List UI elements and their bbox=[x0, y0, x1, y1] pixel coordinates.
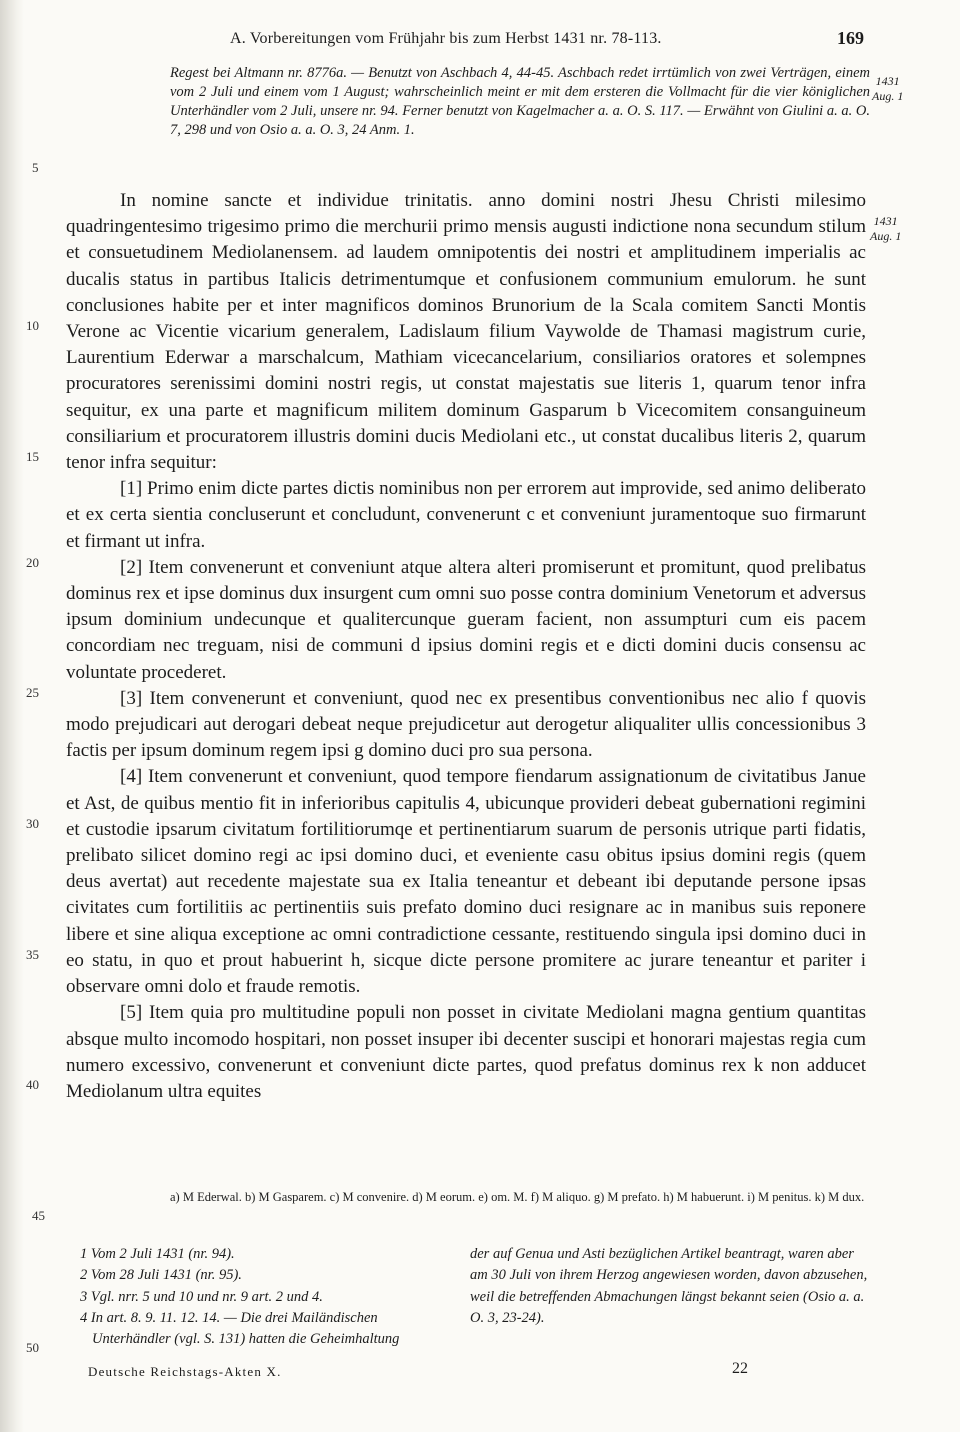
footnote: 4 In art. 8. 9. 11. 12. 14. — Die drei Mailändischen Unterhändler (vgl. S. 131) hatten die Geheimhaltung bbox=[80, 1309, 400, 1348]
regest-note: Regest bei Altmann nr. 8776a. — Benutzt von Aschbach 4, 44-45. Aschbach redet irrtümlich von zwei Verträgen, einem vom 2 Juli und einem vom 1 August; wahrscheinlich meint er mit dem ersteren die Vollmacht für die vier königlichen Unterhändler vom 2 Juli, unsere nr. 94. Ferner benutzt von Kagelmacher a. a. O. S. 117. — Erwähnt von Giulini a. a. O. 7, 298 und von Osio a. a. O. 3, 24 Anm. 1. bbox=[170, 65, 870, 138]
footnote: 2 Vom 28 Juli 1431 (nr. 95). bbox=[80, 1267, 242, 1284]
footnotes-right: der auf Genua und Asti bezüglichen Artikel beantragt, waren aber am 30 Juli von ihrem Herzog angewiesen worden, davon abzusehen, weil die betreffenden Abmachungen längst bekannt seien (Osio a. a. O. 3, 23-24). bbox=[470, 1246, 868, 1326]
footnotes-left bbox=[66, 1244, 446, 1350]
paragraph-article-3: [3] Item convenerunt et conveniunt, quod nec ex presentibus conventionibus nec alio f quovis modo prejudicari aut derogari debeat neque prejudicetur aut derogetur aliqualiter ullis concessionibus 3 factis per ipsum dominum regem ipsi g domino duci pro sua persona. bbox=[66, 687, 866, 762]
sheet-number: 22 bbox=[732, 1360, 748, 1377]
line-number: 5 bbox=[32, 160, 39, 175]
line-number: 40 bbox=[26, 1077, 39, 1092]
margin-date-main: 1431 Aug. 1 bbox=[870, 214, 902, 243]
line-number: 15 bbox=[26, 449, 39, 464]
paragraph-article-1: [1] Primo enim dicte partes dictis nominibus non per errorem aut improvide, sed animo deliberato et ex certa sientia concluserunt et concludunt, convenerunt c et conveniunt juramentoque suo firmarunt et firmant ut infra. bbox=[66, 478, 866, 552]
line-number: 30 bbox=[26, 816, 39, 831]
line-number: 45 bbox=[32, 1208, 45, 1223]
volume-signature: Deutsche Reichstags-Akten X. bbox=[88, 1364, 282, 1379]
critical-apparatus: a) M Ederwal. b) M Gasparem. c) M convenire. d) M eorum. e) om. M. f) M aliquo. g) M prefato. h) M habuerunt. i) M penitus. k) M dux. bbox=[170, 1190, 865, 1204]
line-number: 10 bbox=[26, 318, 39, 333]
line-number: 50 bbox=[26, 1340, 39, 1355]
line-number: 20 bbox=[26, 555, 39, 570]
folio-number: 169 bbox=[837, 28, 864, 48]
paragraph-article-4: [4] Item convenerunt et conveniunt, quod tempore fiendarum assignationum de civitatibus Janue et Ast, de quibus mentio fit in inferioribus capitulis 4, ubicunque provideri debeat gubernationi regimini et custodie ipsarum civitatum fortilitiorumqe et pertinentiarum suarum de personis utrique parti fidatis, prelibato silicet domino regi ac ipsi domino duci, et eveniente casu obitus ipsius domini regis (quem deus avertat) aut recedente majestate sua ex Italia teneantur et debeant ibi deputande persone ipsas civitates cum fortilitiis ac pertinentiis suis prefato domino duci resignare ac in manibus suis reponere libere et sine aliqua exceptione ac omni contradictione cessante, restituendo singula ipsi domino duci in eo statu, in quo et prout habuerint h, sicque dicte persone promitere ac jurare teneantur et pariter i observare omni dolo et fraude remotis. bbox=[66, 766, 866, 998]
paragraph-article-2: [2] Item convenerunt et conveniunt atque altera alteri promiserunt et promitunt, quod prelibatus dominus rex et ipse dominus dux insurgent cum omni suo posse contra dominium Venetorum et adversus ipsum dominium undecunque et qualitercunque gueram facient, non assumpturi cum eis pacem concordiam nec treguam, nisi de communi d ipsius domini regis et e dicti domini ducis consensu ac voluntate procederet. bbox=[66, 556, 866, 683]
margin-date-top: 1431 Aug. 1 bbox=[872, 74, 904, 103]
binding-shadow bbox=[0, 0, 24, 1432]
running-header: A. Vorbereitungen vom Frühjahr bis zum Herbst 1431 nr. 78-113. bbox=[230, 30, 662, 47]
line-number: 25 bbox=[26, 685, 39, 700]
paragraph-article-5: [5] Item quia pro multitudine populi non posset in civitate Mediolani magna gentium quantitas absque multo incomodo hospitari, non posset insuper ibi decenter suscipi et honorari majestas regia cum numero excessivo, convenerunt et conveniunt dicte partes, quod prefatus dominus rex k non adducet Mediolanum ultra equites bbox=[66, 1002, 866, 1102]
footnote: 3 Vgl. nrr. 5 und 10 und nr. 9 art. 2 und 4. bbox=[80, 1288, 323, 1305]
footnote: 1 Vom 2 Juli 1431 (nr. 94). bbox=[80, 1246, 235, 1262]
paragraph-preamble: In nomine sancte et individue trinitatis. anno domini nostri Jhesu Christi milesimo quadringentesimo trigesimo primo die merchurii primo mensis augusti indictione nona secundum stilum et consuetudinem Mediolanensem. ad laudem omnipotentis dei nostri et amplitudinem imperialis ac ducalis status in partibus Italicis detrimentumque et confusionem communium emulorum. he sunt conclusiones habite per et inter magnificos dominos Brunorium de la Scala comitem Sancti Montis Verone ac Vicentie vicarium generalem, Ladislaum filium Vaywolde de Thamasi magistrum curie, Laurentium Ederwar a marschalcum, Mathiam vicecancelarium, consiliarios oratores et solempnes procuratores serenissimi domini nostri regis, ut constat majestatis sue literis 1, quarum tenor infra sequitur, ex una parte et magnificum militem dominum Gasparum b Vicecomitem consanguineum consiliarium et procuratorem illustris domini ducis Mediolani etc., ut constat ducalibus literis 2, quarum tenor infra sequitur: bbox=[66, 190, 866, 474]
line-number: 35 bbox=[26, 947, 39, 962]
document-body bbox=[66, 188, 866, 1105]
